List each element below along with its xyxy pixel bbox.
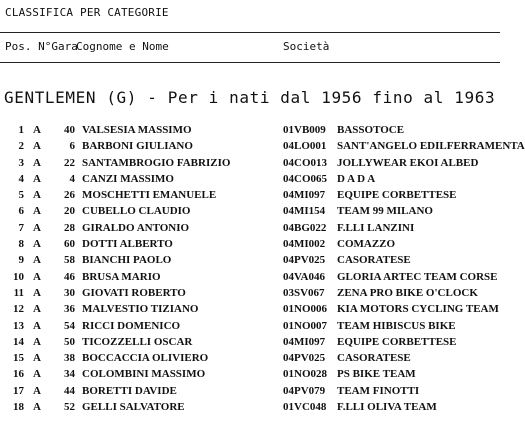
category: A bbox=[33, 221, 41, 234]
page-title: CLASSIFICA PER CATEGORIE bbox=[5, 6, 169, 19]
header-pos-gara: Pos. N°Gara bbox=[5, 40, 78, 53]
club-name: COMAZZO bbox=[337, 238, 396, 251]
position: 7 bbox=[18, 221, 24, 234]
club-name: JOLLYWEAR EKOI ALBED bbox=[337, 156, 479, 169]
athlete-name: BARBONI GIULIANO bbox=[82, 140, 193, 153]
athlete-name: DOTTI ALBERTO bbox=[82, 238, 173, 251]
category: A bbox=[33, 303, 41, 316]
athlete-name: CANZI MASSIMO bbox=[82, 172, 174, 185]
category: A bbox=[33, 140, 41, 153]
club-name: ZENA PRO BIKE O'CLOCK bbox=[337, 286, 478, 299]
club-code: 04VA046 bbox=[283, 270, 325, 283]
club-code: 04CO013 bbox=[283, 156, 327, 169]
position: 17 bbox=[13, 384, 24, 397]
athlete-name: TICOZZELLI OSCAR bbox=[82, 335, 193, 348]
category: A bbox=[33, 352, 41, 365]
category: A bbox=[33, 172, 41, 185]
athlete-name: SANTAMBROGIO FABRIZIO bbox=[82, 156, 231, 169]
athlete-name: GIOVATI ROBERTO bbox=[82, 286, 186, 299]
category: A bbox=[33, 189, 41, 202]
category: A bbox=[33, 205, 41, 218]
table-row bbox=[0, 222, 500, 238]
club-name: TEAM 99 MILANO bbox=[337, 205, 433, 218]
position: 8 bbox=[18, 238, 24, 251]
position: 10 bbox=[13, 270, 24, 283]
club-name: GLORIA ARTEC TEAM CORSE bbox=[337, 270, 498, 283]
category: A bbox=[33, 238, 41, 251]
position: 6 bbox=[18, 205, 24, 218]
table-row bbox=[0, 271, 500, 287]
club-name: D A D A bbox=[337, 172, 376, 185]
category: A bbox=[33, 270, 41, 283]
table-row bbox=[0, 287, 500, 303]
table-row bbox=[0, 157, 500, 173]
bib-number: 34 bbox=[64, 368, 75, 381]
club-name: PS BIKE TEAM bbox=[337, 368, 416, 381]
table-row bbox=[0, 238, 500, 254]
bib-number: 44 bbox=[64, 384, 75, 397]
table-row bbox=[0, 173, 500, 189]
athlete-name: CUBELLO CLAUDIO bbox=[82, 205, 191, 218]
club-code: 04PV025 bbox=[283, 254, 326, 267]
club-code: 03SV067 bbox=[283, 286, 325, 299]
category: A bbox=[33, 156, 41, 169]
category: A bbox=[33, 335, 41, 348]
table-row bbox=[0, 124, 500, 140]
bib-number: 38 bbox=[64, 352, 75, 365]
bib-number: 4 bbox=[69, 172, 75, 185]
bib-number: 22 bbox=[64, 156, 75, 169]
table-row bbox=[0, 303, 500, 319]
table-row bbox=[0, 189, 500, 205]
bib-number: 60 bbox=[64, 238, 75, 251]
category: A bbox=[33, 368, 41, 381]
athlete-name: RICCI DOMENICO bbox=[82, 319, 181, 332]
club-code: 04CO065 bbox=[283, 172, 327, 185]
club-name: TEAM FINOTTI bbox=[337, 384, 420, 397]
results-table bbox=[0, 124, 525, 417]
club-code: 04BG022 bbox=[283, 221, 327, 234]
position: 2 bbox=[18, 140, 24, 153]
club-name: TEAM HIBISCUS BIKE bbox=[337, 319, 456, 332]
club-code: 04MI154 bbox=[283, 205, 326, 218]
club-code: 04MI097 bbox=[283, 335, 326, 348]
section-title: GENTLEMEN (G) - Per i nati dal 1956 fino al 1963 bbox=[4, 88, 496, 107]
club-name: EQUIPE CORBETTESE bbox=[337, 335, 457, 348]
category: A bbox=[33, 319, 41, 332]
club-name: CASORATESE bbox=[337, 352, 411, 365]
athlete-name: MALVESTIO TIZIANO bbox=[82, 303, 199, 316]
bib-number: 46 bbox=[64, 270, 75, 283]
category: A bbox=[33, 384, 41, 397]
position: 14 bbox=[13, 335, 24, 348]
athlete-name: BORETTI DAVIDE bbox=[82, 384, 177, 397]
table-row bbox=[0, 336, 500, 352]
position: 5 bbox=[18, 189, 24, 202]
bib-number: 6 bbox=[69, 140, 75, 153]
table-row bbox=[0, 254, 500, 270]
athlete-name: VALSESIA MASSIMO bbox=[82, 124, 192, 136]
club-code: 01VC048 bbox=[283, 401, 327, 414]
athlete-name: BIANCHI PAOLO bbox=[82, 254, 172, 267]
club-code: 01VB009 bbox=[283, 124, 326, 136]
club-name: BASSOTOCE bbox=[337, 124, 405, 136]
club-name: CASORATESE bbox=[337, 254, 411, 267]
bib-number: 50 bbox=[64, 335, 75, 348]
bib-number: 30 bbox=[64, 286, 75, 299]
table-row bbox=[0, 205, 500, 221]
bib-number: 36 bbox=[64, 303, 75, 316]
club-name: F.LLI OLIVA TEAM bbox=[337, 401, 437, 414]
athlete-name: MOSCHETTI EMANUELE bbox=[82, 189, 217, 202]
club-code: 04LO001 bbox=[283, 140, 327, 153]
bib-number: 20 bbox=[64, 205, 75, 218]
club-name: F.LLI LANZINI bbox=[337, 221, 415, 234]
position: 18 bbox=[13, 401, 24, 414]
header-societa: Società bbox=[283, 40, 330, 53]
club-code: 01NO007 bbox=[283, 319, 327, 332]
club-name: KIA MOTORS CYCLING TEAM bbox=[337, 303, 499, 316]
bib-number: 58 bbox=[64, 254, 75, 267]
club-code: 04PV079 bbox=[283, 384, 326, 397]
header-nome: Cognome e Nome bbox=[76, 40, 169, 53]
club-code: 01NO028 bbox=[283, 368, 327, 381]
position: 12 bbox=[13, 303, 24, 316]
club-code: 01NO006 bbox=[283, 303, 327, 316]
divider-header bbox=[0, 62, 500, 63]
bib-number: 54 bbox=[64, 319, 75, 332]
club-code: 04PV025 bbox=[283, 352, 326, 365]
category: A bbox=[33, 401, 41, 414]
table-row bbox=[0, 368, 500, 384]
divider-top bbox=[0, 32, 500, 33]
club-name: EQUIPE CORBETTESE bbox=[337, 189, 457, 202]
athlete-name: COLOMBINI MASSIMO bbox=[82, 368, 206, 381]
athlete-name: BOCCACCIA OLIVIERO bbox=[82, 352, 209, 365]
category: A bbox=[33, 254, 41, 267]
category: A bbox=[33, 286, 41, 299]
club-code: 04MI002 bbox=[283, 238, 326, 251]
table-row bbox=[0, 140, 525, 156]
position: 3 bbox=[18, 156, 24, 169]
athlete-name: GIRALDO ANTONIO bbox=[82, 221, 190, 234]
table-row bbox=[0, 320, 500, 336]
position: 1 bbox=[18, 124, 24, 136]
position: 11 bbox=[13, 286, 24, 299]
athlete-name: BRUSA MARIO bbox=[82, 270, 161, 283]
position: 16 bbox=[13, 368, 24, 381]
table-row bbox=[0, 401, 500, 417]
bib-number: 28 bbox=[64, 221, 75, 234]
bib-number: 52 bbox=[64, 401, 75, 414]
bib-number: 40 bbox=[64, 124, 75, 136]
club-name: SANT'ANGELO EDILFERRAMENTA bbox=[337, 140, 525, 153]
position: 9 bbox=[18, 254, 24, 267]
athlete-name: GELLI SALVATORE bbox=[82, 401, 185, 414]
category: A bbox=[33, 124, 41, 136]
bib-number: 26 bbox=[64, 189, 75, 202]
position: 13 bbox=[13, 319, 24, 332]
position: 4 bbox=[18, 172, 24, 185]
table-row bbox=[0, 385, 500, 401]
table-row bbox=[0, 352, 500, 368]
club-code: 04MI097 bbox=[283, 189, 326, 202]
position: 15 bbox=[13, 352, 24, 365]
